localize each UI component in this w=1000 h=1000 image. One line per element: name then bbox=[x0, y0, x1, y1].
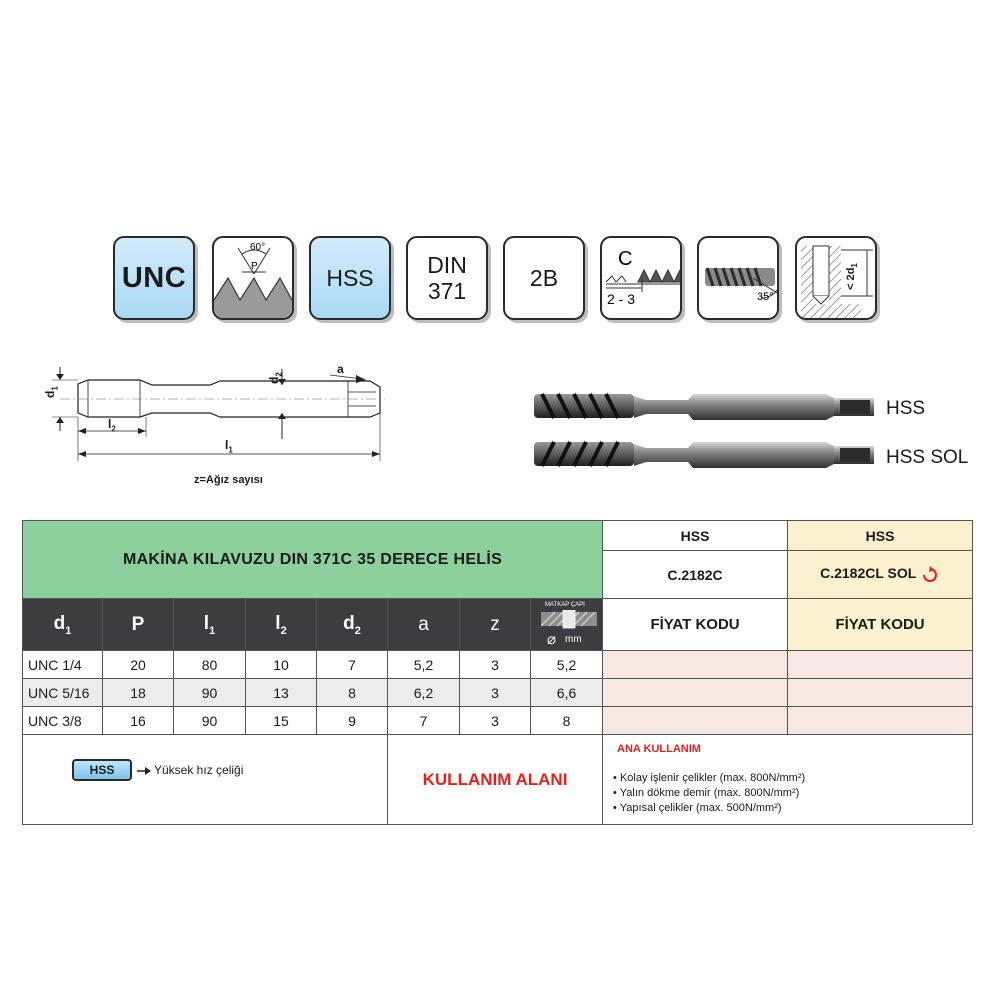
header-d1: $d_1$ bbox=[23, 599, 103, 651]
col-hss-header: HSS bbox=[603, 521, 788, 551]
cell-price-hss bbox=[603, 679, 788, 707]
table-title: MAKİNA KILAVUZU DIN 371C 35 DERECE HELİS bbox=[23, 521, 603, 599]
header-z: z bbox=[460, 599, 531, 651]
bore-depth-text: < 2d bbox=[845, 267, 857, 290]
unc-tile bbox=[113, 236, 195, 320]
drawing-l1-label: $l_1$ bbox=[225, 438, 233, 455]
usage-list bbox=[603, 735, 973, 825]
tap-hss-image bbox=[534, 394, 874, 420]
hss-label: HSS bbox=[326, 265, 374, 291]
header-drill-diameter bbox=[531, 599, 603, 651]
cell-z: 3 bbox=[460, 651, 531, 679]
usage-item: • Yalın dökme demir (max. 800N/mm²) bbox=[613, 787, 800, 799]
thread-pitch-text: P bbox=[251, 261, 258, 272]
drawing-a-label: a bbox=[337, 362, 344, 376]
table-row bbox=[23, 679, 973, 707]
thread-angle-text: 60° bbox=[250, 242, 266, 253]
cell-l2: 10 bbox=[246, 651, 317, 679]
unc-label: UNC bbox=[121, 261, 187, 294]
chamfer-letter: C bbox=[618, 248, 633, 270]
cell-z: 3 bbox=[460, 679, 531, 707]
cell-a: 6,2 bbox=[388, 679, 460, 707]
legend-cell bbox=[23, 735, 388, 825]
usage-item: • Yapısal çelikler (max. 500N/mm²) bbox=[613, 802, 782, 814]
cell-l1: 90 bbox=[174, 679, 246, 707]
chamfer-icon bbox=[602, 238, 682, 320]
cell-price-hss bbox=[603, 651, 788, 679]
usage-area-title: KULLANIM ALANI bbox=[388, 735, 603, 825]
product-label-hss: HSS bbox=[886, 398, 926, 419]
din-line2: 371 bbox=[427, 278, 467, 304]
cell-p: 18 bbox=[103, 679, 174, 707]
drill-hatch-icon bbox=[541, 610, 597, 630]
usage-main-title: ANA KULLANIM bbox=[617, 743, 701, 755]
header-a: a bbox=[388, 599, 460, 651]
table-row bbox=[23, 707, 973, 735]
bore-depth-sub: 1 bbox=[850, 263, 860, 268]
helix-tile bbox=[697, 236, 779, 320]
cell-drill: 6,6 bbox=[531, 679, 603, 707]
bore-depth-tile bbox=[795, 236, 877, 320]
cell-drill: 5,2 bbox=[531, 651, 603, 679]
usage-item: • Kolay işlenir çelikler (max. 800N/mm²) bbox=[613, 772, 806, 784]
cell-name: UNC 1/4 bbox=[23, 651, 103, 679]
spiral-flute-icon bbox=[699, 238, 779, 320]
cell-drill: 8 bbox=[531, 707, 603, 735]
cell-l1: 90 bbox=[174, 707, 246, 735]
chamfer-tile bbox=[600, 236, 682, 320]
cell-p: 20 bbox=[103, 651, 174, 679]
price-code-hss-sol: FİYAT KODU bbox=[788, 599, 973, 651]
product-code-hss-sol-text: C.2182CL SOL bbox=[820, 565, 917, 582]
tolerance-tile bbox=[503, 236, 585, 320]
legend-hss-badge: HSS bbox=[72, 759, 132, 781]
tap-product-images bbox=[528, 380, 883, 476]
drawing-d2-label: $d_2$ bbox=[267, 372, 284, 384]
cell-price-hss-sol bbox=[788, 679, 973, 707]
cell-name: UNC 3/8 bbox=[23, 707, 103, 735]
cell-name: UNC 5/16 bbox=[23, 679, 103, 707]
cell-l2: 15 bbox=[246, 707, 317, 735]
diameter-icon: ⌀ bbox=[547, 631, 557, 648]
cell-d2: 9 bbox=[317, 707, 388, 735]
header-p: P bbox=[103, 599, 174, 651]
din-tile bbox=[406, 236, 488, 320]
cell-price-hss bbox=[603, 707, 788, 735]
bore-depth-icon bbox=[797, 238, 877, 320]
cell-z: 3 bbox=[460, 707, 531, 735]
product-code-hss-sol bbox=[788, 551, 973, 599]
price-code-hss: FİYAT KODU bbox=[603, 599, 788, 651]
thread-profile-tile bbox=[212, 236, 294, 320]
tolerance-label: 2B bbox=[529, 265, 559, 291]
cell-l1: 80 bbox=[174, 651, 246, 679]
cell-l2: 13 bbox=[246, 679, 317, 707]
col-hss-sol-header: HSS bbox=[788, 521, 973, 551]
drawing-caption: z=Ağız sayısı bbox=[194, 474, 263, 486]
drill-header-top: MATKAP ÇAPI bbox=[545, 602, 585, 608]
spec-table bbox=[22, 520, 973, 825]
product-code-hss: C.2182C bbox=[603, 551, 788, 599]
tap-hss-sol-image bbox=[534, 442, 874, 468]
cell-a: 7 bbox=[388, 707, 460, 735]
header-d2: $d_2$ bbox=[317, 599, 388, 651]
header-l2: $l_2$ bbox=[246, 599, 317, 651]
drill-unit: mm bbox=[565, 634, 582, 645]
cell-d2: 8 bbox=[317, 679, 388, 707]
cell-d2: 7 bbox=[317, 651, 388, 679]
helix-angle-text: 35° bbox=[757, 291, 774, 303]
cell-price-hss-sol bbox=[788, 707, 973, 735]
arrow-right-icon bbox=[137, 766, 151, 776]
table-row bbox=[23, 651, 973, 679]
left-hand-arrow-icon bbox=[920, 566, 940, 584]
drawing-d1-label: $d_1$ bbox=[43, 386, 60, 398]
cell-a: 5,2 bbox=[388, 651, 460, 679]
drawing-l2-label: $l_2$ bbox=[108, 417, 116, 434]
cell-price-hss-sol bbox=[788, 651, 973, 679]
din-line1: DIN bbox=[427, 252, 467, 278]
chamfer-range: 2 - 3 bbox=[607, 291, 636, 307]
legend-hss-text: Yüksek hız çeliği bbox=[154, 763, 244, 777]
header-l1: $l_1$ bbox=[174, 599, 246, 651]
thread-profile-icon bbox=[214, 238, 294, 320]
product-label-hss-sol: HSS SOL bbox=[886, 447, 969, 468]
hss-tile bbox=[309, 236, 391, 320]
cell-p: 16 bbox=[103, 707, 174, 735]
